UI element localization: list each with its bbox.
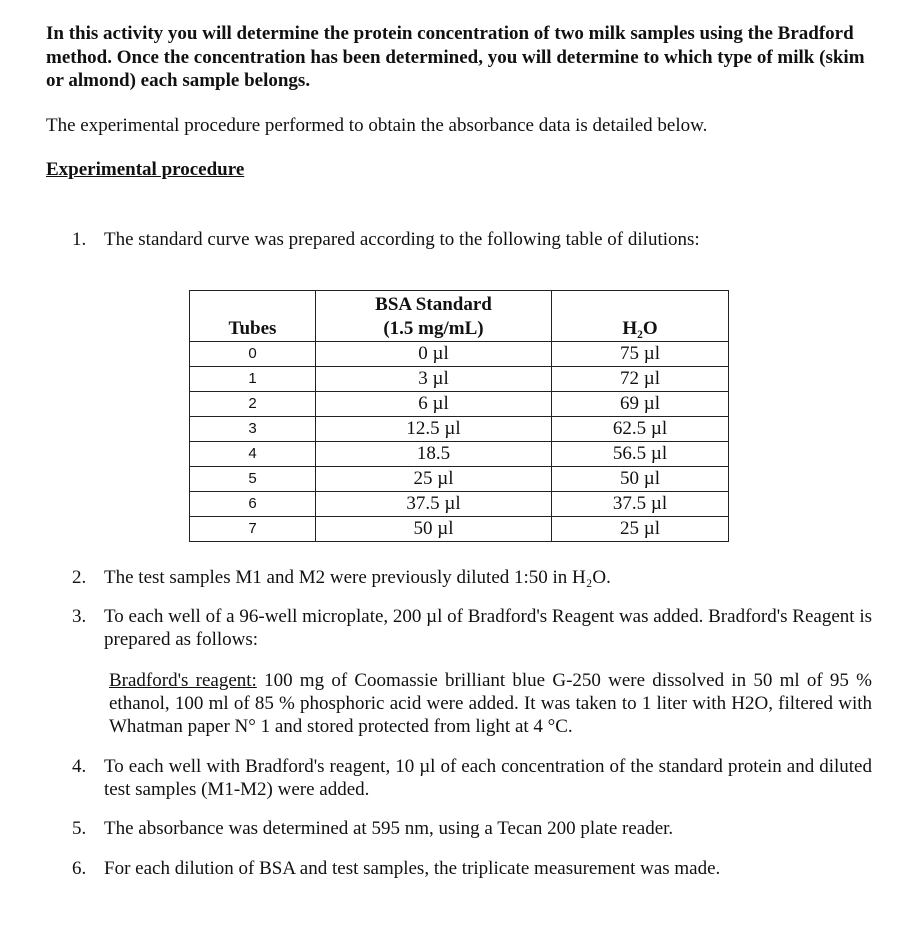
- table-row: [190, 467, 729, 492]
- cell-tube: 4: [190, 442, 316, 467]
- step-number: 6.: [72, 858, 87, 879]
- table-row: [190, 517, 729, 542]
- header-water: H₂O: [552, 291, 729, 342]
- reagent-label: Bradford's reagent:: [109, 670, 257, 691]
- table-header-row: [190, 291, 729, 342]
- table-row: [190, 442, 729, 467]
- cell-tube: 6: [190, 492, 316, 517]
- cell-tube: 1: [190, 367, 316, 392]
- header-bsa-line1: BSA Standard: [375, 294, 492, 315]
- cell-tube: 0: [190, 342, 316, 367]
- step-number: 3.: [72, 606, 87, 627]
- table-row: [190, 342, 729, 367]
- cell-water: 37.5 µl: [552, 492, 729, 517]
- cell-bsa: 37.5 µl: [316, 492, 552, 517]
- step-text: To each well with Bradford's reagent, 10 µl of each concentration of the standard protein and diluted test samples (M1-M2) were added.: [104, 756, 872, 800]
- reagent-text: 100 mg of Coomassie brilliant blue G-250 were dissolved in 50 ml of 95 % ethanol, 100 ml of 85 % phosphoric acid were added. It was taken to 1 liter with H2O, filtered with Whatman paper N° 1 and stored protected from light at 4 °C.: [109, 670, 872, 737]
- step-number: 2.: [72, 567, 87, 588]
- table-row: [190, 367, 729, 392]
- cell-water: 50 µl: [552, 467, 729, 492]
- cell-water: 72 µl: [552, 367, 729, 392]
- cell-bsa: 50 µl: [316, 517, 552, 542]
- step-1: [72, 229, 872, 252]
- section-heading: Experimental procedure: [46, 159, 245, 180]
- step-6: [72, 858, 872, 881]
- step-number: 4.: [72, 756, 87, 777]
- step-number: 1.: [72, 229, 87, 250]
- step-3: [72, 606, 872, 651]
- dilution-table: [189, 290, 729, 542]
- header-tubes: Tubes: [190, 291, 316, 342]
- cell-water: 62.5 µl: [552, 417, 729, 442]
- table-row: [190, 417, 729, 442]
- cell-water: 69 µl: [552, 392, 729, 417]
- step-2: [72, 567, 872, 590]
- cell-bsa: 3 µl: [316, 367, 552, 392]
- step-4: [72, 756, 872, 801]
- cell-bsa: 18.5: [316, 442, 552, 467]
- step-text: The absorbance was determined at 595 nm, using a Tecan 200 plate reader.: [104, 818, 674, 839]
- cell-water: 56.5 µl: [552, 442, 729, 467]
- step-5: [72, 818, 872, 841]
- cell-bsa: 0 µl: [316, 342, 552, 367]
- cell-bsa: 6 µl: [316, 392, 552, 417]
- procedure-note: The experimental procedure performed to obtain the absorbance data is detailed below.: [46, 115, 708, 136]
- step-text: The test samples M1 and M2 were previously diluted 1:50 in H₂O.: [104, 567, 611, 588]
- cell-tube: 5: [190, 467, 316, 492]
- header-bsa-line2: (1.5 mg/mL): [383, 318, 484, 339]
- table-row: [190, 492, 729, 517]
- header-bsa-standard: [316, 291, 552, 342]
- cell-bsa: 12.5 µl: [316, 417, 552, 442]
- cell-tube: 2: [190, 392, 316, 417]
- cell-bsa: 25 µl: [316, 467, 552, 492]
- step-text: To each well of a 96-well microplate, 200 µl of Bradford's Reagent was added. Bradford's Reagent is prepared as follows:: [104, 606, 872, 650]
- table-row: [190, 392, 729, 417]
- step-number: 5.: [72, 818, 87, 839]
- step-text: The standard curve was prepared according to the following table of dilutions:: [104, 229, 700, 250]
- intro-paragraph: In this activity you will determine the protein concentration of two milk samples using the Bradford method. Once the concentration has been determined, you will determine to which type of milk (skim or almond) each sample belongs.: [46, 23, 865, 91]
- reagent-paragraph: [109, 669, 872, 738]
- step-text: For each dilution of BSA and test samples, the triplicate measurement was made.: [104, 858, 721, 879]
- cell-tube: 7: [190, 517, 316, 542]
- cell-water: 25 µl: [552, 517, 729, 542]
- cell-water: 75 µl: [552, 342, 729, 367]
- cell-tube: 3: [190, 417, 316, 442]
